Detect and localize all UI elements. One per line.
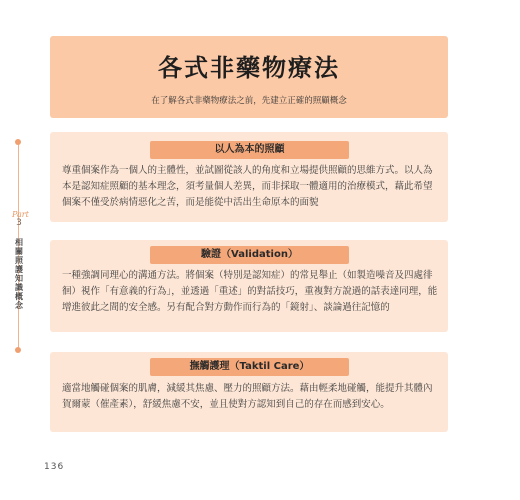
part-label [12,210,29,228]
part-number: 3 [16,218,22,228]
section-card-person-centred [50,132,448,222]
section-title: 以人為本的照顧 [150,141,349,159]
side-dot-top [15,139,21,145]
section-body: 尊重個案作為一個人的主體性，並試圖從該人的角度和立場提供照顧的思維方式。以人為本是認知症照顧的基本理念，須考量個人差異，而非採取一體適用的治療模式，藉此希望個案不僅受於病情惡化之苦，而是能從中活出生命原本的面貌 [62,165,433,208]
section-card-validation [50,240,448,332]
section-title: 撫觸護理（Taktil Care） [150,358,349,376]
page-title: 各式非藥物療法 [158,54,340,82]
section-title: 驗證（Validation） [150,246,349,264]
part-word: Part [12,210,29,219]
section-card-taktil-care [50,352,448,432]
section-body: 適當地觸碰個案的肌膚，減緩其焦慮、壓力的照顧方法。藉由輕柔地碰觸，能提升其體內賀爾蒙（催產素），舒緩焦慮不安，並且使對方認知到自己的存在而感到安心。 [62,383,433,410]
side-dot-bottom [15,347,21,353]
header-banner [50,36,448,118]
section-body: 一種強調同理心的溝通方法。將個案（特別是認知症）的常見舉止（如製造噪音及四處徘徊）視作「有意義的行為」，並透過「重述」的對話技巧，重複對方說過的話表達同理，能增進彼此之間的安全感。另有配合對方動作而行為的「鏡射」、談論過往記憶的 [62,270,438,313]
page-number: 136 [44,462,65,472]
page-subtitle: 在了解各式非藥物療法之前，先建立正確的照顧概念 [151,96,347,106]
side-section-title: 相關照護知識概念 [15,238,23,310]
